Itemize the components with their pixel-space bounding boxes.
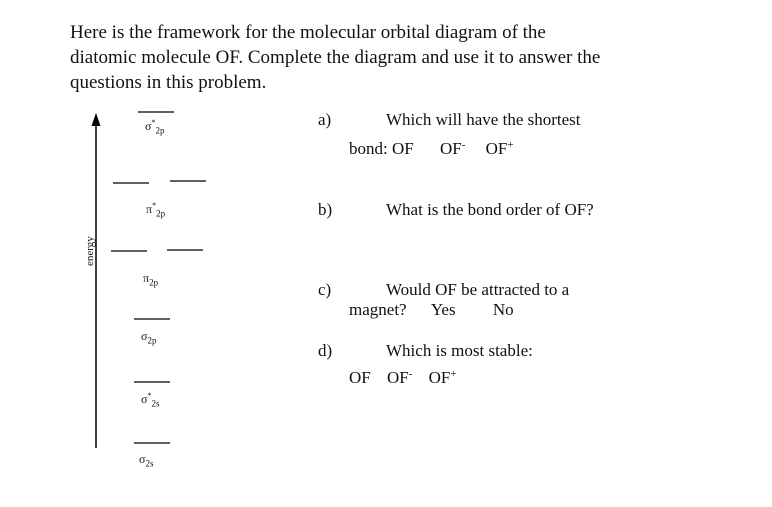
question-a-text: Which will have the shortest [386,110,581,129]
question-d-options [349,368,457,388]
energy-axis-arrowhead [92,113,101,126]
orbital-label-pi-2p: $\pi_{2p}$ [143,271,159,288]
question-d-option-of: OF [349,368,371,387]
energy-axis-label: energy [84,236,96,266]
intro-line-1: Here is the framework for the molecular orbital diagram of the [70,22,546,43]
question-a-option-of-minus: OF- [439,139,466,158]
question-c-line2 [349,300,514,320]
question-b-letter: b) [318,200,333,219]
question-c-option-yes: Yes [430,300,456,319]
intro-line-2: diatomic molecule OF. Complete the diagram and use it to answer the [70,47,601,68]
orbital-label-sigma-star-2p: $\sigma^*_{2p}$ [145,118,165,136]
question-d-text: Which is most stable: [386,341,533,360]
orbital-label-sigma-2s: $\sigma_{2s}$ [139,452,154,469]
question-d-letter: d) [318,341,333,360]
intro-line-3: questions in this problem. [70,72,267,93]
question-c-letter: c) [318,280,332,299]
question-b-text: What is the bond order of OF? [386,200,594,219]
question-a-option-of-plus: OF+ [485,139,514,158]
question-a-option-of: bond: OF [349,139,414,158]
question-c-text: Would OF be attracted to a [386,280,570,299]
orbital-label-sigma-2p: $\sigma_{2p}$ [141,329,157,346]
question-d-option-of-plus: OF+ [428,368,457,387]
question-d-option-of-minus: OF- [386,368,413,387]
question-a-letter: a) [318,110,332,129]
orbital-label-sigma-star-2s: $\sigma^*_{2s}$ [141,391,160,409]
orbital-label-pi-star-2p: $\pi^*_{2p}$ [146,201,166,219]
question-c-magnet: magnet? [349,300,407,319]
question-c-option-no: No [492,300,514,319]
question-a-options [349,139,514,159]
